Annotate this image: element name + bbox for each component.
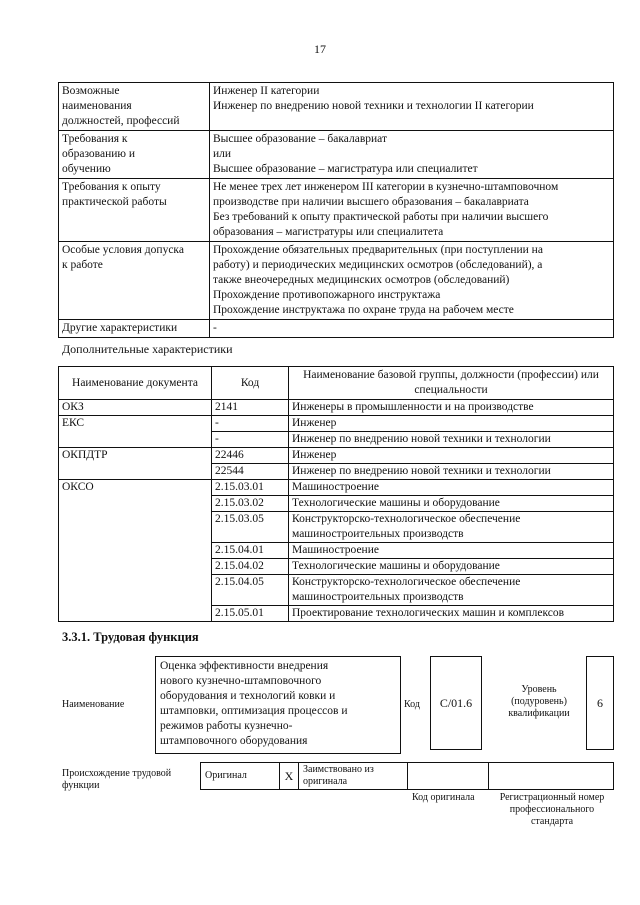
- name-cell: [289, 559, 614, 575]
- name-cell: [289, 543, 614, 559]
- doc-cell: ОКПДТР: [59, 448, 212, 480]
- value-line: Высшее образование – бакалавриат: [213, 133, 387, 145]
- requirements-row: [59, 242, 614, 320]
- header-document: Наименование документа: [59, 367, 212, 400]
- name-cell: [289, 448, 614, 464]
- name-cell: [289, 480, 614, 496]
- name-cell: [289, 400, 614, 416]
- reg-label-line: профессионального: [509, 804, 595, 815]
- doc-cell: ОКЗ: [59, 400, 212, 416]
- function-name-line: режимов работы кузнечно-: [160, 720, 293, 732]
- name-cell: [289, 496, 614, 512]
- name-cell: [289, 575, 614, 606]
- value-line: Прохождение противопожарного инструктажа: [213, 289, 441, 301]
- original-mark: X: [280, 763, 299, 790]
- original-cell: Оригинал: [201, 763, 280, 790]
- value-line: Инженер II категории: [213, 85, 320, 97]
- header-name: Наименование базовой группы, должности (профессии) или специальности: [289, 367, 614, 400]
- reg-label-line: стандарта: [530, 816, 574, 827]
- name-line: Инженер по внедрению новой техники и технологии: [292, 465, 551, 477]
- name-line: Инженер: [292, 449, 337, 461]
- code-value-box: [430, 656, 482, 750]
- value-line: производстве при наличии высшего образования – бакалавриата: [213, 196, 529, 208]
- requirements-row: [59, 131, 614, 179]
- code-cell: -: [212, 416, 289, 432]
- level-label-line: квалификации: [508, 708, 570, 719]
- label-line: Другие характеристики: [62, 322, 178, 334]
- label-line: наименования: [62, 100, 132, 112]
- table-row: [59, 480, 614, 496]
- name-cell: [289, 432, 614, 448]
- header-code: Код: [212, 367, 289, 400]
- name-label: Наименование: [62, 699, 125, 710]
- doc-cell: ЕКС: [59, 416, 212, 448]
- row-label: [59, 242, 210, 320]
- table-row: [59, 448, 614, 464]
- row-value: [210, 83, 614, 131]
- borrowed-line: Заимствовано из: [303, 764, 374, 775]
- level-value-box: [586, 656, 614, 750]
- reg-number-cell: [489, 763, 614, 790]
- name-line: Машиностроение: [292, 481, 379, 493]
- row-value: [210, 179, 614, 242]
- code-label: Код: [404, 699, 420, 710]
- origin-label-line: Происхождение трудовой: [62, 768, 172, 779]
- value-line: -: [213, 322, 217, 334]
- value-line: Не менее трех лет инженером III категории в кузнечно-штамповочном: [213, 181, 559, 193]
- requirements-row: [59, 179, 614, 242]
- level-label: [494, 684, 584, 720]
- doc-cell: ОКСО: [59, 480, 212, 622]
- function-name-line: Оценка эффективности внедрения: [160, 660, 329, 672]
- name-cell: [289, 512, 614, 543]
- name-line: Машиностроение: [292, 544, 379, 556]
- name-cell: [289, 416, 614, 432]
- code-cell: 2.15.03.02: [212, 496, 289, 512]
- borrowed-cell: [299, 763, 408, 790]
- code-cell: 2.15.03.01: [212, 480, 289, 496]
- label-line: Требования к: [62, 133, 128, 145]
- function-name-line: штамповочного оборудования: [160, 735, 308, 747]
- page-number: 17: [314, 42, 326, 56]
- function-name-box: [155, 656, 401, 754]
- function-name-line: нового кузнечно-штамповочного: [160, 675, 322, 687]
- label-line: Возможные: [62, 85, 120, 97]
- name-line: машиностроительных производств: [292, 528, 464, 540]
- label-line: должностей, профессий: [62, 115, 180, 127]
- position-requirements-table: [58, 82, 614, 338]
- table-row: [59, 416, 614, 432]
- row-label: [59, 320, 210, 338]
- code-original-cell: [408, 763, 489, 790]
- label-line: к работе: [62, 259, 103, 271]
- level-label-line: Уровень: [521, 684, 557, 695]
- row-value: [210, 320, 614, 338]
- reg-number-label: [492, 792, 612, 828]
- code-cell: 22446: [212, 448, 289, 464]
- additional-characteristics-table: [58, 366, 614, 622]
- code-cell: 2.15.04.01: [212, 543, 289, 559]
- name-line: Технологические машины и оборудование: [292, 560, 500, 572]
- code-cell: -: [212, 432, 289, 448]
- name-line: Конструкторско-технологическое обеспечение: [292, 513, 521, 525]
- code-original-label: Код оригинала: [412, 792, 475, 803]
- row-label: [59, 131, 210, 179]
- row-value: [210, 242, 614, 320]
- label-line: образованию и: [62, 148, 135, 160]
- function-name-line: оборудования и технологий ковки и: [160, 690, 336, 702]
- label-line: обучению: [62, 163, 111, 175]
- name-line: Инженер по внедрению новой техники и технологии: [292, 433, 551, 445]
- level-value: 6: [597, 695, 603, 710]
- label-line: практической работы: [62, 196, 167, 208]
- code-cell: 2.15.04.05: [212, 575, 289, 606]
- name-line: Технологические машины и оборудование: [292, 497, 500, 509]
- code-cell: 2.15.04.02: [212, 559, 289, 575]
- code-cell: 2.15.05.01: [212, 606, 289, 622]
- table-row: [59, 400, 614, 416]
- row-label: [59, 179, 210, 242]
- name-line: Конструкторско-технологическое обеспечение: [292, 576, 521, 588]
- value-line: также внеочередных медицинских осмотров (обследований): [213, 274, 510, 286]
- name-cell: [289, 606, 614, 622]
- value-line: работу) и периодических медицинских осмотров (обследований), а: [213, 259, 543, 271]
- label-line: Требования к опыту: [62, 181, 161, 193]
- name-line: Инженер: [292, 417, 337, 429]
- name-cell: [289, 464, 614, 480]
- value-line: Высшее образование – магистратура или специалитет: [213, 163, 478, 175]
- value-line: Прохождение инструктажа по охране труда на рабочем месте: [213, 304, 514, 316]
- row-label: [59, 83, 210, 131]
- code-cell: 2141: [212, 400, 289, 416]
- name-line: машиностроительных производств: [292, 591, 464, 603]
- code-value: С/01.6: [439, 695, 473, 710]
- level-label-line: (подуровень): [511, 696, 567, 707]
- requirements-row: [59, 320, 614, 338]
- reg-label-line: Регистрационный номер: [499, 792, 605, 803]
- label-line: Особые условия допуска: [62, 244, 184, 256]
- name-line: Инженеры в промышленности и на производстве: [292, 401, 534, 413]
- row-value: [210, 131, 614, 179]
- origin-label: [62, 768, 171, 792]
- value-line: образования – магистратуры или специалитета: [213, 226, 444, 238]
- code-cell: 2.15.03.05: [212, 512, 289, 543]
- value-line: Инженер по внедрению новой техники и технологии II категории: [213, 100, 534, 112]
- value-line: или: [213, 148, 232, 160]
- borrowed-line: оригинала: [303, 776, 348, 787]
- origin-label-line: функции: [62, 780, 100, 791]
- section-title: 3.3.1. Трудовая функция: [62, 630, 199, 644]
- value-line: Прохождение обязательных предварительных (при поступлении на: [213, 244, 543, 256]
- value-line: Без требований к опыту практической работы при наличии высшего: [213, 211, 549, 223]
- code-cell: 22544: [212, 464, 289, 480]
- origin-table: [200, 762, 614, 790]
- function-name-line: штамповки, оптимизация процессов и: [160, 705, 348, 717]
- requirements-row: [59, 83, 614, 131]
- name-line: Проектирование технологических машин и комплексов: [292, 607, 565, 619]
- additional-characteristics-title: Дополнительные характеристики: [62, 342, 233, 356]
